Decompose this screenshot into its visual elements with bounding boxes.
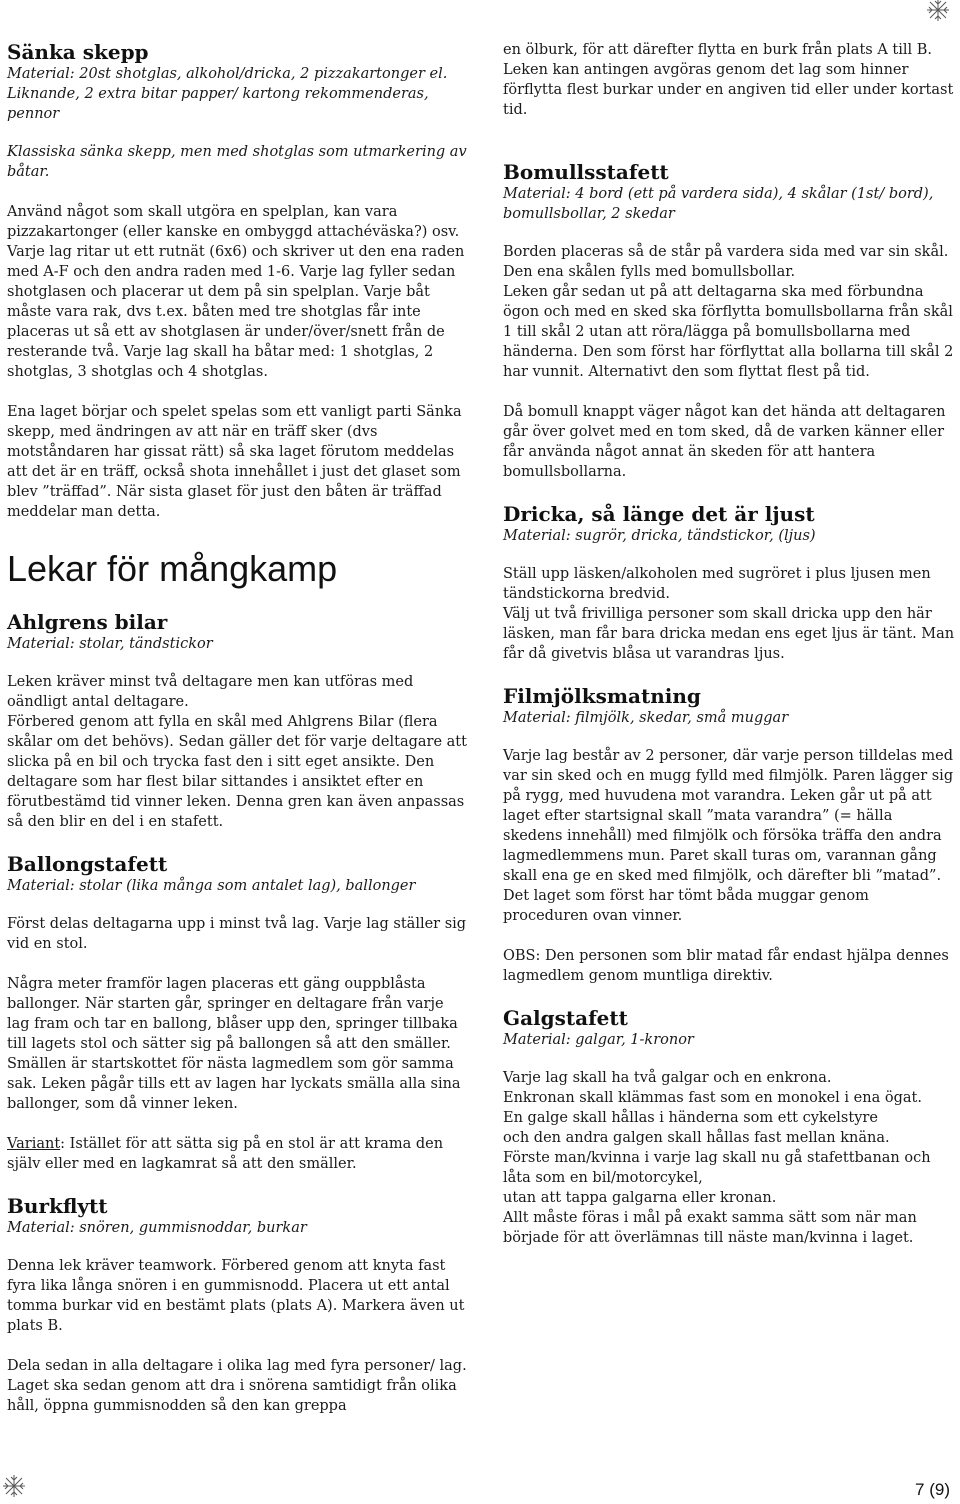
material-galgstafett: Material: galgar, 1-kronor bbox=[503, 1032, 694, 1048]
material-sanka-skepp: Material: 20st shotglas, alkohol/dricka, 2 pizzakartonger el. Liknande, 2 extra bitar papper/ kartong rekommenderas, pennor bbox=[7, 66, 448, 122]
material-ballongstafett: Material: stolar (lika många som antalet lag), ballonger bbox=[7, 878, 416, 894]
paragraph: Förste man/kvinna i varje lag skall nu gå stafettbanan och låta som en bil/motorcykel, bbox=[503, 1150, 931, 1186]
paragraph: En galge skall hållas i händerna som ett cykelstyre bbox=[503, 1110, 878, 1126]
paragraph: en ölburk, för att därefter flytta en burk från plats A till B. Leken kan antingen avgöras genom det lag som hinner förflytta flest burkar under en angiven tid eller under kortast tid. bbox=[503, 42, 954, 118]
section-title-burkflytt: Burkflytt bbox=[7, 1194, 108, 1218]
paragraph: OBS: Den personen som blir matad får endast hjälpa dennes lagmedlem genom muntliga direktiv. bbox=[503, 948, 949, 984]
left-column bbox=[7, 40, 469, 1436]
section-title-galgstafett: Galgstafett bbox=[503, 1006, 628, 1030]
paragraph: Dela sedan in alla deltagare i olika lag med fyra personer/ lag. Laget ska sedan genom att dra i snörena samtidigt från olika håll, öppna gummisnodden så den kan greppa bbox=[7, 1358, 467, 1414]
page-number: 7 (9) bbox=[915, 1480, 950, 1499]
section-title-sanka-skepp: Sänka skepp bbox=[7, 40, 149, 64]
right-column bbox=[503, 40, 955, 1268]
paragraph: Leken går sedan ut på att deltagarna ska med förbundna ögon och med en sked ska förflytta bomullsbollarna från skål 1 till skål 2 utan att röra/lägga på bomullsbollarna med händerna. Den som först har förflyttat alla bollarna till skål 2 har vunnit. Alternativt den som flyttat flest på tid. bbox=[503, 284, 954, 380]
material-filmjolksmatning: Material: filmjölk, skedar, små muggar bbox=[503, 710, 789, 726]
paragraph: Denna lek kräver teamwork. Förbered genom att knyta fast fyra lika långa snören i en gummisnodd. Placera ut ett antal tomma burkar vid en bestämt plats (plats A). Markera även ut plats B. bbox=[7, 1258, 465, 1334]
paragraph: Enkronan skall klämmas fast som en monokel i ena ögat. bbox=[503, 1090, 922, 1106]
paragraph: och den andra galgen skall hållas fast mellan knäna. bbox=[503, 1130, 890, 1146]
paragraph: Förbered genom att fylla en skål med Ahlgrens Bilar (flera skålar om det behövs). Sedan gäller det för varje deltagare att slicka på en bil och trycka fast den i sitt eget ansikte. Den deltagare som har flest bilar sittandes i ansiktet efter en förutbestämd tid vinner leken. Denna gren kan även anpassas så den blir en del i en stafett. bbox=[7, 714, 467, 830]
paragraph: Använd något som skall utgöra en spelplan, kan vara pizzakartonger (eller kanske en ombyggd attachéväska?) osv. Varje lag ritar ut ett rutnät (6x6) och skriver ut den ena raden med A-F och den andra raden med 1-6. Varje lag fyller sedan shotglasen och placerar ut dem på sin spelplan. Varje båt måste vara rak, dvs t.ex. båten med tre shotglas får inte placeras ut så ett av shotglasen är under/över/snett från de resterande två. Varje lag skall ha båtar med: 1 shotglas, 2 shotglas, 3 shotglas och 4 shotglas. bbox=[7, 204, 465, 380]
paragraph: Då bomull knappt väger något kan det hända att deltagaren går över golvet med en tom sked, då de varken känner eller får använda något annat än skeden för att hantera bomullsbollarna. bbox=[503, 404, 946, 480]
paragraph: Leken kräver minst två deltagare men kan utföras med oändligt antal deltagare. bbox=[7, 674, 414, 710]
paragraph: utan att tappa galgarna eller kronan. bbox=[503, 1190, 777, 1206]
material-burkflytt: Material: snören, gummisnoddar, burkar bbox=[7, 1220, 307, 1236]
variant-label: Variant bbox=[7, 1136, 61, 1152]
section-title-bomullsstafett: Bomullsstafett bbox=[503, 160, 669, 184]
variant-text: : Istället för att sätta sig på en stol är att krama den själv eller med en lagkamrat så att den smäller. bbox=[7, 1136, 444, 1172]
paragraph: Välj ut två frivilliga personer som skall dricka upp den här läsken, man får bara dricka medan ens eget ljus är tänt. Man får då givetvis blåsa ut varandras ljus. bbox=[503, 606, 955, 662]
paragraph: Några meter framför lagen placeras ett gäng ouppblåsta ballonger. När starten går, springer en deltagare från varje lag fram och tar en ballong, blåser upp den, springer tillbaka till lagets stol och sätter sig på ballongen så att den smäller. Smällen är startskottet för nästa lagmedlem som gör samma sak. Leken pågår tills ett av lagen har lyckats smälla alla sina ballonger, som då vinner leken. bbox=[7, 976, 461, 1112]
paragraph: Allt måste föras i mål på exakt samma sätt som när man började för att överlämnas till näste man/kvinna i laget. bbox=[503, 1210, 917, 1246]
paragraph: Ena laget börjar och spelet spelas som ett vanligt parti Sänka skepp, med ändringen av att när en träff sker (dvs motståndaren har gissat rätt) så ska laget förutom meddelas att det är en träff, också shota innehållet i just det glaset som blev ”träffad”. När sista glaset för just den båten är träffad meddelar man detta. bbox=[7, 404, 462, 520]
material-bomullsstafett: Material: 4 bord (ett på vardera sida), 4 skålar (1st/ bord), bomullsbollar, 2 skedar bbox=[503, 186, 934, 222]
section-title-ballongstafett: Ballongstafett bbox=[7, 852, 168, 876]
paragraph: Först delas deltagarna upp i minst två lag. Varje lag ställer sig vid en stol. bbox=[7, 916, 467, 952]
paragraph: Borden placeras så de står på vardera sida med var sin skål. Den ena skålen fylls med bomullsbollar. bbox=[503, 244, 949, 280]
material-dricka: Material: sugrör, dricka, tändstickor, (ljus) bbox=[503, 528, 816, 544]
paragraph: Varje lag skall ha två galgar och en enkrona. bbox=[503, 1070, 832, 1086]
paragraph: Ställ upp läsken/alkoholen med sugröret i plus ljusen men tändstickorna bredvid. bbox=[503, 566, 931, 602]
snowflake-icon bbox=[926, 0, 950, 22]
intro-sanka-skepp: Klassiska sänka skepp, men med shotglas som utmarkering av båtar. bbox=[7, 144, 467, 180]
variant-paragraph bbox=[7, 1134, 469, 1174]
material-ahlgrens-bilar: Material: stolar, tändstickor bbox=[7, 636, 213, 652]
page-heading: Lekar för mångkamp bbox=[7, 548, 338, 589]
section-title-filmjolksmatning: Filmjölksmatning bbox=[503, 684, 701, 708]
section-title-dricka: Dricka, så länge det är ljust bbox=[503, 502, 815, 526]
paragraph: Varje lag består av 2 personer, där varje person tilldelas med var sin sked och en mugg fylld med filmjölk. Paren lägger sig på rygg, med huvudena mot varandra. Leken går ut på att laget efter startsignal skall ”mata varandra” (= hälla skedens innehåll) med filmjölk och försöka träffa den andra lagmedlemmens mun. Paret skall turas om, varannan gång skall ena ge en sked med filmjölk, och därefter bli ”matad”. Det laget som först har tömt båda muggar genom proceduren ovan vinner. bbox=[503, 748, 954, 924]
section-title-ahlgrens-bilar: Ahlgrens bilar bbox=[7, 610, 168, 634]
snowflake-icon bbox=[2, 1474, 26, 1498]
